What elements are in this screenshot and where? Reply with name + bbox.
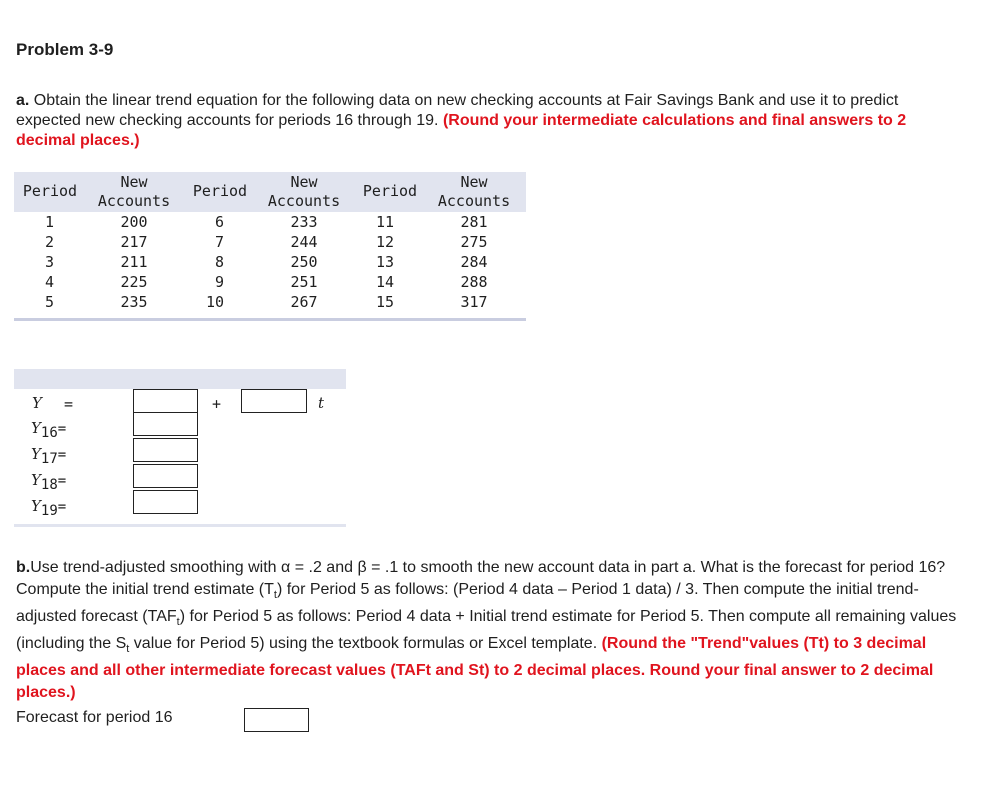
accounts-cell: 317	[460, 293, 488, 311]
accounts-cell: 217	[120, 233, 148, 251]
forecast-equals: =	[57, 447, 67, 463]
subscript-t: t	[273, 589, 277, 601]
forecast-var: Y	[31, 497, 41, 515]
equals-sign: =	[64, 395, 74, 413]
forecast-16-input[interactable]	[244, 708, 309, 732]
accounts-cell: 200	[120, 213, 148, 231]
forecast-y19-input[interactable]	[133, 490, 198, 514]
equation-header-band	[14, 369, 346, 389]
part-b-text-4: ) for Period 5 as follows: (Period 4 data – Period 1 data) / 3. Then compute the initial trend-adjusted forecast (TAF	[16, 581, 919, 625]
forecast-row-label	[31, 497, 67, 519]
part-a-question	[16, 91, 946, 151]
new-accounts-header: Accounts	[97, 192, 171, 210]
accounts-cell: 251	[290, 273, 318, 291]
period-cell: 9	[214, 273, 224, 291]
forecast-var: Y	[31, 419, 41, 437]
forecast-period-subscript: 16	[40, 425, 58, 441]
intercept-input[interactable]	[133, 389, 198, 413]
forecast-period-subscript: 18	[40, 477, 58, 493]
period-column-header: Period	[22, 182, 78, 200]
period-cell: 4	[44, 273, 54, 291]
part-b-rounding-instruction: (Round the "Trend"values (Tt) to 3 decimal places and all other intermediate forecast values (TAFt and St) to 2 decimal places. Round your final answer to 2 decimal places.)	[16, 635, 934, 701]
new-accounts-header: New	[290, 173, 318, 191]
part-b-text-6: value for Period 5) using the textbook formulas or Excel template.	[129, 635, 602, 652]
new-accounts-header: Accounts	[437, 192, 511, 210]
subscript-t: t	[176, 616, 180, 628]
forecast-y16-input[interactable]	[133, 412, 198, 436]
part-b-question	[16, 557, 961, 704]
accounts-cell: 281	[460, 213, 488, 231]
accounts-cell: 284	[460, 253, 488, 271]
forecast-row-label	[31, 445, 67, 467]
new-accounts-header: Accounts	[267, 192, 341, 210]
accounts-cell: 267	[290, 293, 318, 311]
period-cell: 1	[44, 213, 54, 231]
period-column-header: Period	[362, 182, 418, 200]
accounts-cell: 288	[460, 273, 488, 291]
alpha-symbol: α	[281, 559, 291, 576]
period-cell: 15	[375, 293, 394, 311]
accounts-cell: 275	[460, 233, 488, 251]
period-cell: 11	[375, 213, 394, 231]
period-cell: 10	[205, 293, 224, 311]
accounts-cell: 233	[290, 213, 318, 231]
accounts-cell: 235	[120, 293, 148, 311]
problem-title: Problem 3-9	[16, 40, 114, 59]
equation-bottom-rule	[14, 524, 346, 527]
part-b-text-5: ) for Period 5 as follows: Period 4 data + Initial trend estimate for Period 5. Then compute all remaining values (including the S	[16, 608, 957, 652]
data-table-bottom-rule	[14, 318, 526, 321]
period-column-header: Period	[192, 182, 248, 200]
y-label: Y	[32, 394, 42, 412]
part-b-text-2: = .2 and	[290, 559, 358, 576]
forecast-equals: =	[57, 473, 67, 489]
part-a-text: Obtain the linear trend equation for the following data on new checking accounts at Fair Savings Bank and use it to predict expected new checking accounts for periods 16 through 19.	[16, 92, 899, 129]
forecast-16-label: Forecast for period 16	[16, 709, 173, 726]
forecast-var: Y	[31, 471, 41, 489]
accounts-cell: 225	[120, 273, 148, 291]
period-cell: 13	[375, 253, 394, 271]
accounts-cell: 244	[290, 233, 318, 251]
forecast-row-label	[31, 419, 67, 441]
forecast-y18-input[interactable]	[133, 464, 198, 488]
forecast-row-label	[31, 471, 67, 493]
forecast-equals: =	[57, 421, 67, 437]
part-b-label: b.	[16, 559, 31, 576]
part-b-text-3: = .1 to smooth the new account data in part a. What is the forecast for period 16? Compute the initial trend estimate (T	[16, 559, 946, 598]
period-cell: 5	[44, 293, 54, 311]
forecast-y17-input[interactable]	[133, 438, 198, 462]
forecast-equals: =	[57, 499, 67, 515]
part-a-rounding-instruction: (Round your intermediate calculations and final answers to 2 decimal places.)	[16, 112, 907, 149]
new-accounts-header: New	[120, 173, 148, 191]
period-cell: 3	[44, 253, 54, 271]
new-accounts-header: New	[460, 173, 488, 191]
slope-input[interactable]	[241, 389, 307, 413]
part-a-label: a.	[16, 92, 30, 109]
beta-symbol: β	[357, 559, 367, 576]
subscript-t: t	[126, 643, 130, 655]
forecast-var: Y	[31, 445, 41, 463]
accounts-cell: 211	[120, 253, 148, 271]
t-label: t	[318, 394, 325, 412]
period-cell: 7	[214, 233, 224, 251]
forecast-period-subscript: 19	[40, 503, 58, 519]
accounts-cell: 250	[290, 253, 318, 271]
period-cell: 12	[375, 233, 394, 251]
period-cell: 14	[375, 273, 394, 291]
period-cell: 6	[214, 213, 224, 231]
part-b-text-1: Use trend-adjusted smoothing with	[30, 559, 282, 576]
forecast-period-subscript: 17	[40, 451, 58, 467]
period-cell: 8	[214, 253, 224, 271]
plus-sign: +	[212, 395, 222, 413]
period-cell: 2	[44, 233, 54, 251]
